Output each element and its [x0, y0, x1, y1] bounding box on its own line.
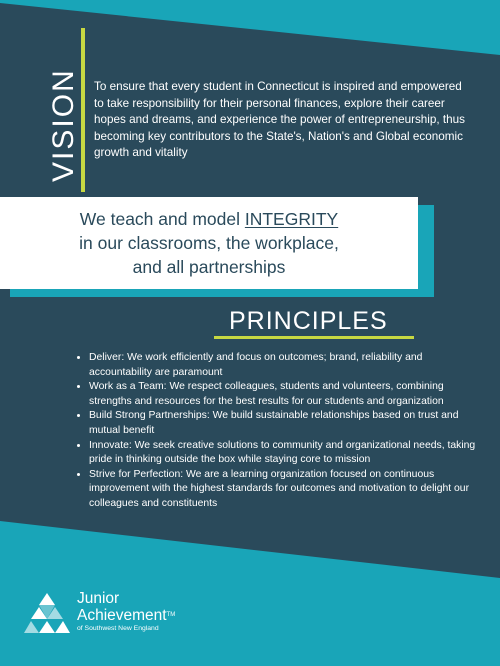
ja-logo-icon [24, 593, 70, 639]
principle-item: • Deliver: We work efficiently and focus on outcomes; brand, reliability and accountability are paramount [89, 351, 487, 380]
principles-title: PRINCIPLES [229, 307, 388, 335]
vision-title: VISION [47, 68, 80, 182]
integrity-statement-box [0, 197, 418, 289]
principle-item: • Work as a Team: We respect colleagues, students and volunteers, combining strengths and resources for the best results for our students and organization [89, 380, 487, 409]
logo-subtitle: of Southwest New England [77, 625, 159, 632]
bottom-teal-band [0, 521, 500, 666]
principles-accent-line [214, 336, 414, 339]
integrity-keyword: INTEGRITY [244, 209, 339, 229]
vision-statement: To ensure that every student in Connecticut is inspired and empowered to take responsibility for their personal finances, explore their career hopes and dreams, and experience the power of entrepreneurship, thus becoming key contributors to the State's, Nation's and Global economic growth and vitality [94, 80, 465, 159]
integrity-line-2: in our classrooms, the workplace, [79, 233, 339, 253]
integrity-line-1-text: We teach and model [79, 209, 245, 229]
top-teal-band [0, 0, 500, 55]
vision-accent-bar [81, 28, 85, 192]
logo-wordmark-achievement [77, 607, 175, 624]
integrity-line-3: and all partnerships [132, 257, 286, 277]
integrity-line-1 [80, 207, 338, 231]
logo-trademark: TM [166, 612, 176, 618]
principle-item: • Innovate: We seek creative solutions to community and organizational needs, taking pride in thinking outside the box while staying core to mission [89, 439, 487, 468]
principle-item: • Build Strong Partnerships: We build sustainable relationships based on trust and mutual benefit [89, 409, 487, 438]
principle-item: • Strive for Perfection: We are a learning organization focused on continuous improvement with the highest standards for outcomes and motivation to delight our colleagues and constituents [89, 468, 487, 512]
principles-list [77, 351, 487, 512]
logo-wordmark-junior: Junior [77, 590, 120, 607]
logo-achievement-text: Achievement [77, 607, 167, 624]
